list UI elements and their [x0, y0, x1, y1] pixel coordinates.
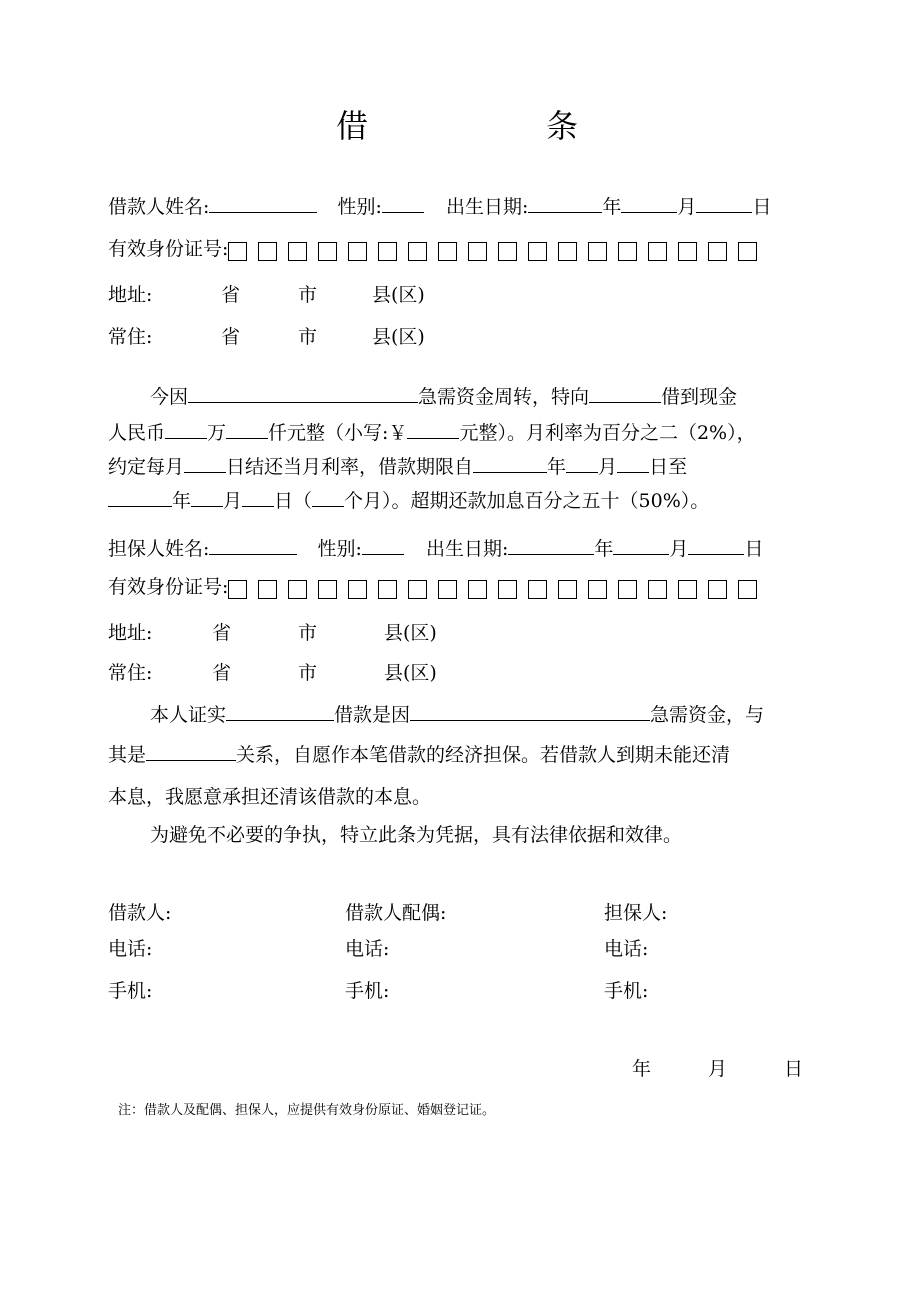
guarantor-id-row: [108, 574, 768, 601]
end-year-blank[interactable]: [108, 488, 172, 507]
body-p1-b: 急需资金周转，特向: [418, 386, 590, 408]
borrower-id-digit-box[interactable]: [408, 242, 427, 261]
guarantor-name-row: [108, 536, 763, 562]
borrower-birth-day-label: 日: [752, 196, 772, 218]
guarantor-gender-label: 性别:: [317, 538, 362, 560]
sig-guarantor-phone-label: 电话:: [604, 938, 649, 960]
guarantor-id-digit-box[interactable]: [408, 580, 427, 599]
guarantor-id-digit-box[interactable]: [468, 580, 487, 599]
borrower-id-digit-box[interactable]: [348, 242, 367, 261]
borrower-birth-year-blank[interactable]: [528, 194, 602, 213]
borrower-id-digit-box[interactable]: [708, 242, 727, 261]
borrower-id-boxes: [228, 237, 768, 263]
footnote: 注：借款人及配偶、担保人，应提供有效身份原证、婚姻登记证。: [118, 1103, 496, 1118]
guarantor-id-digit-box[interactable]: [498, 580, 517, 599]
body-p3-c: 年: [547, 456, 567, 478]
borrower-id-digit-box[interactable]: [288, 242, 307, 261]
guarantor-id-digit-box[interactable]: [558, 580, 577, 599]
guarantee-g1-b: 借款是因: [334, 704, 411, 726]
borrower-id-digit-box[interactable]: [528, 242, 547, 261]
guarantor-residence-county: 县(区): [384, 662, 437, 684]
monthly-day-blank[interactable]: [184, 454, 226, 473]
body-p4-a: 年: [172, 490, 192, 512]
body-p4-b: 月: [223, 490, 243, 512]
guarantor-birth-day-blank[interactable]: [688, 536, 744, 555]
guarantor-id-digit-box[interactable]: [318, 580, 337, 599]
guarantor-residence-label: 常住:: [108, 662, 153, 684]
borrower-id-digit-box[interactable]: [588, 242, 607, 261]
guarantee-borrower-blank[interactable]: [226, 702, 334, 721]
borrower-address-province: 省: [221, 284, 241, 306]
guarantee-line-2: [108, 742, 730, 768]
guarantor-address-county: 县(区): [384, 622, 437, 644]
borrower-residence-province: 省: [221, 326, 241, 348]
borrower-birth-month-label: 月: [677, 196, 697, 218]
start-year-blank[interactable]: [473, 454, 547, 473]
sig-spouse-label: 借款人配偶:: [345, 902, 447, 924]
guarantor-address-province: 省: [212, 622, 232, 644]
body-p2-a: 人民币: [108, 422, 166, 444]
guarantor-gender-blank[interactable]: [362, 536, 404, 555]
end-month-blank[interactable]: [191, 488, 223, 507]
guarantor-id-digit-box[interactable]: [378, 580, 397, 599]
borrower-address-county: 县(区): [372, 284, 425, 306]
borrower-residence-county: 县(区): [372, 326, 425, 348]
amount-wan-blank[interactable]: [165, 420, 207, 439]
guarantor-id-digit-box[interactable]: [228, 580, 247, 599]
borrower-id-label: 有效身份证号:: [108, 238, 229, 260]
guarantor-residence-city: 市: [298, 662, 318, 684]
period-months-blank[interactable]: [312, 488, 344, 507]
guarantor-name-blank[interactable]: [209, 536, 297, 555]
lender-blank[interactable]: [589, 384, 661, 403]
guarantee-g2-a: 其是: [108, 744, 147, 766]
guarantee-g2-b: 关系，自愿作本笔借款的经济担保。若借款人到期未能还清: [236, 744, 731, 766]
borrower-gender-label: 性别:: [337, 196, 382, 218]
relationship-blank[interactable]: [146, 742, 236, 761]
guarantor-id-digit-box[interactable]: [708, 580, 727, 599]
guarantor-id-digit-box[interactable]: [618, 580, 637, 599]
guarantee-g1-c: 急需资金，与: [650, 704, 765, 726]
amount-figure-blank[interactable]: [407, 420, 459, 439]
guarantor-birth-label: 出生日期:: [426, 538, 509, 560]
guarantor-address-label: 地址:: [108, 622, 153, 644]
borrower-id-digit-box[interactable]: [378, 242, 397, 261]
reason-blank[interactable]: [188, 384, 418, 403]
start-month-blank[interactable]: [566, 454, 598, 473]
borrower-id-row: [108, 236, 768, 263]
sig-borrower-phone-label: 电话:: [108, 938, 153, 960]
guarantor-residence-province: 省: [212, 662, 232, 684]
guarantor-birth-year-blank[interactable]: [508, 536, 594, 555]
body-p4-d: 个月）。超期还款加息百分之五十（50%）。: [344, 490, 710, 512]
borrower-gender-blank[interactable]: [382, 194, 424, 213]
guarantor-id-digit-box[interactable]: [438, 580, 457, 599]
body-p3-a: 约定每月: [108, 456, 185, 478]
date-day-label: 日: [784, 1058, 804, 1080]
borrower-id-digit-box[interactable]: [498, 242, 517, 261]
body-p1-c: 借到现金: [661, 386, 738, 408]
guarantee-line-1: [150, 702, 764, 728]
guarantor-id-digit-box[interactable]: [528, 580, 547, 599]
borrower-birth-month-blank[interactable]: [621, 194, 677, 213]
borrower-birth-label: 出生日期:: [446, 196, 529, 218]
guarantor-name-label: 担保人姓名:: [108, 538, 210, 560]
title-char-2: 条: [546, 107, 579, 145]
guarantor-birth-month-label: 月: [669, 538, 689, 560]
guarantor-id-label: 有效身份证号:: [108, 576, 229, 598]
sig-spouse-mobile-label: 手机:: [345, 980, 390, 1002]
borrower-address-label: 地址:: [108, 284, 153, 306]
body-p3-d: 月: [598, 456, 618, 478]
body-line-4: [108, 488, 709, 514]
borrower-id-digit-box[interactable]: [318, 242, 337, 261]
body-p1-a: 今因: [150, 386, 189, 408]
sig-borrower-label: 借款人:: [108, 902, 172, 924]
guarantor-id-digit-box[interactable]: [348, 580, 367, 599]
body-line-3: [108, 454, 687, 480]
borrower-id-digit-box[interactable]: [618, 242, 637, 261]
body-p2-c: 仟元整（小写:￥: [268, 422, 408, 444]
guarantor-birth-year-label: 年: [594, 538, 614, 560]
guarantor-id-digit-box[interactable]: [588, 580, 607, 599]
borrower-id-digit-box[interactable]: [558, 242, 577, 261]
guarantee-line-3: 本息，我愿意承担还清该借款的本息。: [108, 786, 432, 808]
borrower-id-digit-box[interactable]: [678, 242, 697, 261]
borrower-address-city: 市: [298, 284, 318, 306]
borrower-name-row: [108, 194, 771, 220]
guarantee-reason-blank[interactable]: [410, 702, 650, 721]
guarantor-id-digit-box[interactable]: [738, 580, 757, 599]
guarantor-id-digit-box[interactable]: [258, 580, 277, 599]
body-p2-b: 万: [207, 422, 227, 444]
body-p3-b: 日结还当月利率，借款期限自: [226, 456, 474, 478]
borrower-id-digit-box[interactable]: [468, 242, 487, 261]
sig-spouse-phone-label: 电话:: [345, 938, 390, 960]
date-month-label: 月: [708, 1058, 728, 1080]
borrower-id-digit-box[interactable]: [438, 242, 457, 261]
borrower-id-digit-box[interactable]: [258, 242, 277, 261]
borrower-id-digit-box[interactable]: [648, 242, 667, 261]
guarantee-line-4: 为避免不必要的争执，特立此条为凭据，具有法律依据和效律。: [150, 824, 683, 846]
date-year-label: 年: [632, 1058, 652, 1080]
body-line-1: [150, 384, 737, 410]
borrower-id-digit-box[interactable]: [228, 242, 247, 261]
guarantor-address-city: 市: [298, 622, 318, 644]
guarantor-birth-day-label: 日: [744, 538, 764, 560]
borrower-name-blank[interactable]: [209, 194, 317, 213]
body-line-2: [108, 420, 756, 446]
sig-borrower-mobile-label: 手机:: [108, 980, 153, 1002]
body-p4-c: 日（: [274, 490, 313, 512]
borrower-residence-label: 常住:: [108, 326, 153, 348]
guarantor-id-digit-box[interactable]: [288, 580, 307, 599]
body-p3-e: 日至: [649, 456, 688, 478]
amount-qian-blank[interactable]: [226, 420, 268, 439]
guarantor-id-digit-box[interactable]: [648, 580, 667, 599]
end-day-blank[interactable]: [242, 488, 274, 507]
borrower-id-digit-box[interactable]: [738, 242, 757, 261]
sig-guarantor-mobile-label: 手机:: [604, 980, 649, 1002]
guarantor-id-digit-box[interactable]: [678, 580, 697, 599]
borrower-birth-day-blank[interactable]: [696, 194, 752, 213]
guarantor-birth-month-blank[interactable]: [613, 536, 669, 555]
borrower-birth-year-label: 年: [602, 196, 622, 218]
body-p2-d: 元整）。月利率为百分之二（2%），: [459, 422, 756, 444]
title-char-1: 借: [336, 107, 369, 145]
guarantee-g1-a: 本人证实: [150, 704, 227, 726]
sig-guarantor-label: 担保人:: [604, 902, 668, 924]
borrower-residence-city: 市: [298, 326, 318, 348]
borrower-name-label: 借款人姓名:: [108, 196, 210, 218]
start-day-blank[interactable]: [617, 454, 649, 473]
guarantor-id-boxes: [228, 575, 768, 601]
